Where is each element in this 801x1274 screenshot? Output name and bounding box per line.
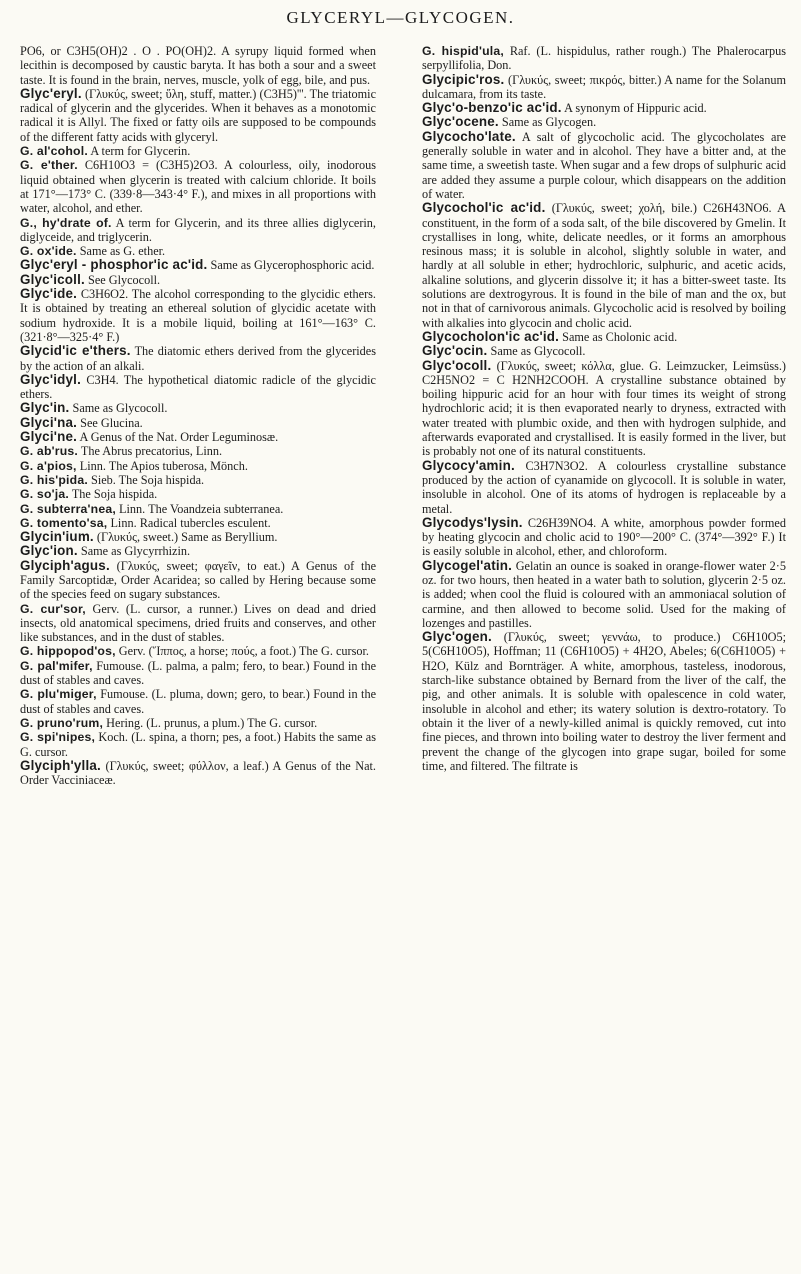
dictionary-entry (422, 201, 786, 330)
dictionary-entry (20, 716, 376, 730)
entry-definition: The diatomic ethers derived from the glycerides by the action of an alkali. (20, 344, 377, 373)
dictionary-entry (422, 130, 786, 201)
entry-definition: (Γλυκύς, sweet.) Same as Beryllium. (96, 530, 278, 545)
entry-headword: Glyc'icoll. (20, 271, 85, 287)
dictionary-entry (20, 287, 376, 344)
dictionary-entry (20, 416, 376, 430)
entry-definition: Linn. The Voandzeia subterranea. (119, 501, 284, 516)
entry-headword: Glyc'ogen. (422, 629, 492, 645)
entry-definition: Same as G. ether. (79, 244, 166, 259)
dictionary-entry (422, 73, 786, 102)
dictionary-entry (20, 401, 376, 415)
entry-definition: (Γλυκύς, sweet; φύλλον, a leaf.) A Genus of the Nat. Order Vacciniaceæ. (20, 758, 376, 788)
entry-headword: Glyciph'ylla. (20, 757, 101, 773)
entry-definition: C3H7N3O2. A colourless crystalline substance produced by the action of cyanamide on glycocoll. It is soluble in water, insoluble in alcohol. One of its atoms of hydrogen is replaceable by a metal. (422, 458, 786, 516)
dictionary-entry (20, 544, 376, 558)
entry-definition: Same as Glycyrrhizin. (80, 544, 191, 559)
entry-headword: G. so'ja. (20, 487, 69, 502)
dictionary-entry (422, 101, 786, 115)
entry-headword: Glyc'in. (20, 400, 70, 416)
right-column (422, 44, 786, 773)
entry-headword: Glycocholon'ic ac'id. (422, 328, 560, 344)
dictionary-entry (20, 559, 376, 602)
entry-headword: Glyc'eryl - phosphor'ic ac'id. (20, 257, 208, 273)
entry-definition: Same as Cholonic acid. (562, 329, 678, 344)
entry-headword: Glyc'eryl. (20, 85, 82, 101)
entry-definition: Linn. Radical tubercles esculent. (110, 515, 271, 530)
dictionary-entry (20, 244, 376, 258)
entry-headword: Glyci'ne. (20, 429, 78, 445)
entry-definition: A term for Glycerin. (90, 144, 191, 159)
entry-headword: G. ab'rus. (20, 444, 79, 459)
entry-definition: Fumouse. (L. palma, a palm; fero, to bear.) Found in the dust of stables and caves. (20, 658, 377, 688)
entry-headword: G. subterra'nea, (20, 501, 116, 516)
entry-definition: C26H39NO4. A white, amorphous powder formed by heating glycocin and cholic acid to 190°—200° C. (374°—392° F.) It is easily soluble in alcohol, ether, and chloroform. (422, 515, 786, 559)
entry-definition: Linn. The Apios tuberosa, Mönch. (79, 458, 248, 473)
entry-headword: G. al'cohol. (20, 144, 88, 159)
dictionary-entry (422, 330, 786, 344)
dictionary-entry (20, 273, 376, 287)
entry-definition: Hering. (L. prunus, a plum.) The G. cursor. (106, 715, 318, 730)
entry-headword: G. ox'ide. (20, 244, 77, 259)
dictionary-entry (20, 602, 376, 645)
entry-definition: A Genus of the Nat. Order Leguminosæ. (79, 430, 279, 445)
entry-definition: See Glucina. (80, 415, 143, 430)
entry-headword: Glycocho'late. (422, 128, 516, 144)
entry-headword: Glyc'ocin. (422, 343, 488, 359)
entry-definition: Fumouse. (L. pluma, down; gero, to bear.) Found in the dust of stables and caves. (20, 687, 377, 716)
dictionary-entry (20, 344, 376, 373)
entry-definition: A salt of glycocholic acid. The glycocholates are generally soluble in water and in alcohol. They have a bitter and, at the same time, a sweetish taste. When sugar and a few drops of sulphuric acid are added they assume a purple colour, which disappears on the addition of water. (422, 129, 786, 201)
entry-definition: A synonym of Hippuric acid. (564, 101, 707, 116)
entry-definition: PO6, or C3H5(OH)2 . O . PO(OH)2. A syrupy liquid formed when lecithin is decomposed by caustic baryta. It has both a sour and a sweet taste. It is found in the brain, nerves, muscle, yolk of egg, bile, and pus. (20, 44, 376, 87)
entry-headword: G. his'pida. (20, 472, 88, 487)
entry-definition: Same as Glycocoll. (490, 344, 586, 359)
dictionary-entry (422, 359, 786, 459)
entry-headword: G. a'pios, (20, 458, 77, 473)
entry-headword: G. tomento'sa, (20, 515, 108, 530)
entry-headword: Glycid'ic e'thers. (20, 343, 131, 359)
entry-headword: Glyc'ide. (20, 286, 78, 302)
entry-headword: Glyc'ocoll. (422, 357, 492, 373)
dictionary-entry (20, 430, 376, 444)
entry-definition: (Γλυκύς, sweet; πικρός, bitter.) A name for the Solanum dulcamara, from its taste. (422, 72, 786, 101)
dictionary-entry (20, 730, 376, 759)
dictionary-entry (20, 459, 376, 473)
running-head: GLYCERYL—GLYCOGEN. (286, 8, 515, 27)
dictionary-entry (20, 44, 376, 87)
entry-definition: A term for Glycerin, and its three allies diglycerin, diglyceide, and triglycerin. (20, 215, 376, 244)
dictionary-entry (20, 473, 376, 487)
entry-definition: See Glycocoll. (88, 272, 161, 287)
dictionary-entry (20, 644, 376, 658)
entry-headword: G. pal'mifer, (20, 658, 93, 673)
left-column (20, 44, 376, 787)
entry-headword: Glyci'na. (20, 414, 78, 430)
entry-headword: G. plu'miger, (20, 687, 97, 702)
entry-definition: (Γλυκύς, sweet; γεννάω, to produce.) C6H10O5; 5(C6H10O5), Hoffman; 11 (C6H10O5) + 4H2O, Abeles; 6(C6H10O5) + H2O, Külz and Bornträger. A white, amorphous, tasteless, inodorous, starch-like substance obtained by Bernard from the liver of the calf, the pig, and other animals. It is soluble with opalescence in cold water, insoluble in alcohol and ether; its watery solution is dextro-rotatory. To obtain it the liver of a newly-killed animal is quickly removed, cut into fine pieces, and thrown into boiling water to destroy the liver ferment and prevent the change of the glycogen into grape sugar, boiled for some time, and filtered. The filtrate is (422, 630, 786, 773)
dictionary-entry (422, 115, 786, 129)
entry-headword: G. hispid'ula, (422, 44, 504, 58)
dictionary-entry (20, 373, 376, 402)
entry-definition: The Soja hispida. (71, 487, 158, 502)
entry-definition: Raf. (L. hispidulus, rather rough.) The Phalerocarpus serpyllifolia, Don. (422, 44, 787, 73)
entry-headword: Glyc'idyl. (20, 371, 82, 387)
entry-headword: Glyciph'agus. (20, 557, 110, 573)
dictionary-entry (422, 459, 786, 516)
entry-headword: Glycin'ium. (20, 529, 94, 545)
dictionary-entry (20, 487, 376, 501)
entry-definition: The Abrus precatorius, Linn. (80, 444, 223, 459)
dictionary-entry (20, 87, 376, 144)
entry-definition: C6H10O3 = (C3H5)2O3. A colourless, oily, inodorous liquid obtained when glycerin is treated with calcium chloride. It boils at 171°—173° C. (339·8—343·4° F.), and mixes in all proportions with water, alcohol, and ether. (20, 158, 376, 216)
dictionary-entry (422, 559, 786, 630)
dictionary-entry (20, 158, 376, 215)
entry-headword: G. spi'nipes, (20, 730, 96, 745)
entry-headword: G. cur'sor, (20, 601, 86, 616)
dictionary-entry (20, 516, 376, 530)
dictionary-entry (20, 530, 376, 544)
entry-definition: Same as Glycerophosphoric acid. (210, 258, 375, 273)
entry-headword: Glycipic'ros. (422, 71, 505, 87)
entry-headword: Glyc'ocene. (422, 114, 499, 130)
dictionary-entry (20, 759, 376, 788)
entry-definition: Same as Glycogen. (501, 115, 597, 130)
entry-headword: Glycogel'atin. (422, 557, 513, 573)
entry-headword: Glyc'ion. (20, 543, 78, 559)
entry-definition: Gerv. (L. cursor, a runner.) Lives on dead and dried insects, old anatomical specimens, dried fruits and conserves, and other like substances, and in the dust of stables. (20, 601, 376, 645)
dictionary-entry (422, 516, 786, 559)
dictionary-entry (422, 630, 786, 773)
entry-headword: G. hippopod'os, (20, 644, 116, 659)
entry-headword: G., hy'drate of. (20, 215, 112, 230)
dictionary-entry (422, 344, 786, 358)
entry-headword: Glycochol'ic ac'id. (422, 200, 546, 216)
dictionary-entry (20, 502, 376, 516)
entry-definition: Same as Glycocoll. (72, 401, 168, 416)
entry-definition: C3H6O2. The alcohol corresponding to the glycidic ethers. It is obtained by treating an ethereal solution of glycidic acetate with sodium hydroxide. It is a mobile liquid, boiling at 161°—163° C. (321·8°—325·4° F.) (20, 287, 376, 344)
entry-definition: (Γλυκύς, sweet; φαγεῖν, to eat.) A Genus of the Family Sarcoptidæ, Order Acaridea; so called by Hering because some of the species feed on sugary substances. (20, 558, 377, 602)
entry-definition: (Γλυκύς, sweet; χολή, bile.) C26H43NO6. A constituent, in the form of a soda salt, of the bile discovered by Gmelin. It crystallises in long, white, delicate needles, or it forms an amorphous resinous mass; it is soluble in alcohol, slightly soluble in water, and hardly at all soluble in ether; hydrochloric, sulphuric, and acetic acids, alkaline solutions, and glycerin dissolve it; it has a bitter-sweet taste. Its solutions are dextrogyrous. It is found in the bile of man and the ox, but not in that of carnivorous animals. Glycocholic acid is resolved by boiling with alkalies into glycocin and cholic acid. (422, 201, 786, 330)
entry-definition: (Γλυκύς, sweet; ὕλη, stuff, matter.) (C3H5)'''. The triatomic radical of glycerin and the glycerides. When it behaves as a monotomic radical it is Allyl. The fixed or fatty oils are supposed to be compounds of the different fatty acids with glyceryl. (20, 86, 377, 144)
entry-headword: Glyc'o-benzo'ic ac'id. (422, 100, 562, 116)
dictionary-entry (20, 144, 376, 158)
dictionary-entry (20, 444, 376, 458)
entry-definition: C3H4. The hypothetical diatomic radicle of the glycidic ethers. (20, 372, 376, 402)
dictionary-entry (20, 659, 376, 688)
entry-definition: Gerv. (Ἵππος, a horse; πούς, a foot.) The G. cursor. (118, 644, 369, 659)
dictionary-entry (20, 687, 376, 716)
entry-headword: Glycodys'lysin. (422, 514, 523, 530)
dictionary-entry (422, 44, 786, 73)
entry-headword: G. e'ther. (20, 158, 78, 173)
entry-headword: Glycocy'amin. (422, 457, 515, 473)
entry-headword: G. pruno'rum, (20, 715, 104, 730)
entry-definition: Sieb. The Soja hispida. (91, 472, 205, 487)
dictionary-entry (20, 258, 376, 272)
entry-definition: Koch. (L. spina, a thorn; pes, a foot.) Habits the same as G. cursor. (20, 730, 376, 759)
dictionary-entry (20, 216, 376, 245)
entry-definition: Gelatin an ounce is soaked in orange-flower water 2·5 oz. for two hours, then heated in a water bath to solution, glycerin 2·5 oz. is added; when cool the fluid is coloured with an ammoniacal solution of carmine, and then allowed to become solid. Used for the making of lozenges and pastilles. (422, 558, 787, 630)
entry-definition: (Γλυκύς, sweet; κόλλα, glue. G. Leimzucker, Leimsüss.) C2H5NO2 = C H2NH2COOH. A crystalline substance obtained by boiling hippuric acid for an hour with four times its weight of strong hydrochloric acid; it is then evaporated nearly to dryness, extracted with water treated with plumbic oxide, and then with hydrogen sulphide, and afterwards evaporated and crystallised. It is easily formed in the liver, but is probably not one of its natural constituents. (422, 358, 787, 459)
